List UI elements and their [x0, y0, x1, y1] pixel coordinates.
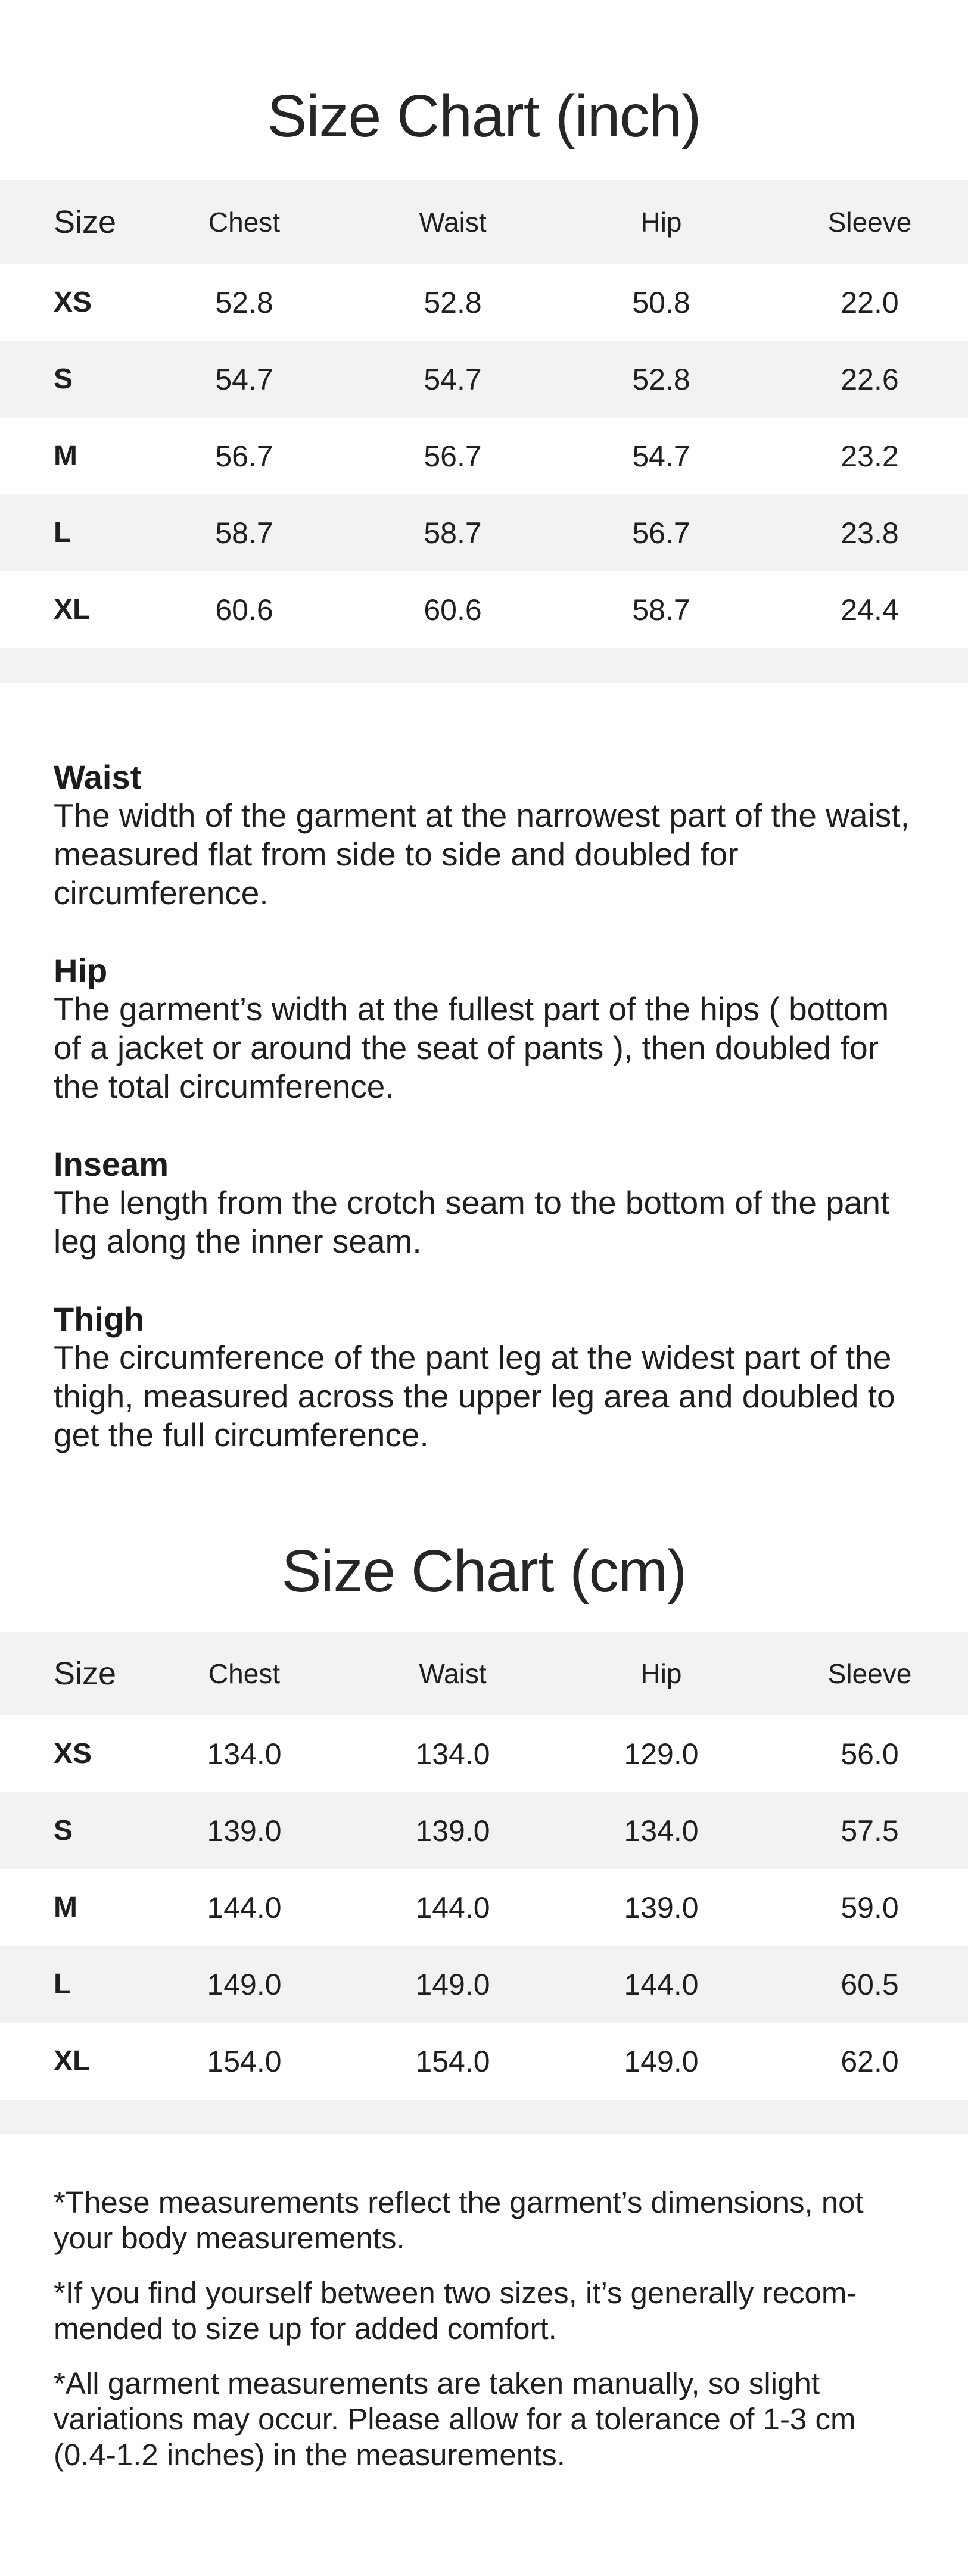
hip-value: 54.7 — [632, 439, 690, 473]
size-label: XS — [54, 286, 92, 318]
hip-value: 129.0 — [624, 1737, 699, 1771]
table-footer-band — [0, 2100, 968, 2134]
size-label: L — [54, 1968, 71, 2000]
size-label: M — [54, 1892, 77, 1923]
chest-value: 54.7 — [215, 362, 273, 396]
size-label: S — [54, 363, 73, 395]
header-sleeve: Sleeve — [827, 207, 912, 238]
inch-chart-title: Size Chart (inch) — [267, 83, 701, 149]
table-row — [0, 571, 968, 648]
note-garment-dimensions: *These measurements reflect the garment’s dimensions, not your body measurements. — [54, 2185, 864, 2255]
sleeve-value: 24.4 — [841, 593, 899, 627]
hip-value: 50.8 — [632, 285, 690, 319]
table-header-row — [0, 1632, 968, 1715]
sleeve-value: 62.0 — [841, 2044, 899, 2078]
table-row — [0, 1792, 968, 1869]
chest-value: 144.0 — [207, 1890, 282, 1924]
hip-value: 139.0 — [624, 1890, 699, 1924]
definition-text: The length from the crotch seam to the bottom of the pant leg along the inner seam. — [54, 1184, 890, 1260]
size-label: M — [54, 440, 77, 472]
header-hip: Hip — [640, 1658, 682, 1689]
definition-term: Waist — [54, 758, 142, 796]
chest-value: 56.7 — [215, 439, 273, 473]
definition-term: Inseam — [54, 1145, 169, 1183]
chest-value: 52.8 — [215, 285, 273, 319]
chest-value: 154.0 — [207, 2044, 282, 2078]
measurement-notes — [54, 2185, 923, 2492]
sleeve-value: 56.0 — [841, 1737, 899, 1771]
waist-value: 54.7 — [424, 362, 482, 396]
hip-value: 58.7 — [632, 593, 690, 627]
table-row — [0, 1869, 968, 1946]
measurement-definitions — [54, 758, 923, 1494]
chest-value: 134.0 — [207, 1737, 282, 1771]
hip-value: 134.0 — [624, 1814, 699, 1848]
sleeve-value: 60.5 — [841, 1967, 899, 2001]
header-waist: Waist — [419, 1658, 487, 1689]
size-label: S — [54, 1815, 73, 1846]
note-tolerance: *All garment measurements are taken manually, so slight variations may occur. Please allow for a tolerance of 1-3 cm (0.4-1.2 inches) in the measurements. — [54, 2366, 856, 2472]
definition-hip — [54, 952, 923, 1106]
definition-text: The garment’s width at the fullest part of the hips ( bottom of a jacket or around the seat of pants ), then doubled for the total circumference. — [54, 990, 889, 1105]
hip-value: 56.7 — [632, 516, 690, 550]
table-header-row — [0, 180, 968, 264]
waist-value: 58.7 — [424, 516, 482, 550]
waist-value: 144.0 — [415, 1890, 490, 1924]
header-sleeve: Sleeve — [827, 1658, 912, 1689]
cm-size-table — [0, 1632, 968, 2134]
definition-text: The circumference of the pant leg at the widest part of the thigh, measured across the upper leg area and doubled to get the full circumference. — [54, 1339, 895, 1453]
header-size: Size — [54, 1656, 117, 1692]
table-row — [0, 494, 968, 571]
table-row — [0, 418, 968, 494]
waist-value: 149.0 — [415, 1967, 490, 2001]
size-label: XL — [54, 594, 91, 625]
chest-value: 139.0 — [207, 1814, 282, 1848]
waist-value: 139.0 — [415, 1814, 490, 1848]
waist-value: 154.0 — [415, 2044, 490, 2078]
header-chest: Chest — [208, 207, 281, 238]
table-row — [0, 1946, 968, 2023]
hip-value: 52.8 — [632, 362, 690, 396]
sleeve-value: 59.0 — [841, 1890, 899, 1924]
size-label: XS — [54, 1738, 92, 1770]
table-row — [0, 341, 968, 418]
sleeve-value: 57.5 — [841, 1814, 899, 1848]
hip-value: 149.0 — [624, 2044, 699, 2078]
table-row — [0, 1715, 968, 1792]
sleeve-value: 23.2 — [841, 439, 899, 473]
header-hip: Hip — [640, 207, 682, 238]
sleeve-value: 22.6 — [841, 362, 899, 396]
header-chest: Chest — [208, 1658, 281, 1689]
header-waist: Waist — [419, 207, 487, 238]
header-size: Size — [54, 204, 117, 240]
table-footer-band — [0, 648, 968, 683]
note-between-sizes: *If you find yourself between two sizes, it’s generally recom-mended to size up for added comfort. — [54, 2276, 857, 2346]
cm-chart-title: Size Chart (cm) — [281, 1538, 687, 1605]
waist-value: 60.6 — [424, 593, 482, 627]
table-row — [0, 264, 968, 341]
definition-term: Hip — [54, 952, 108, 989]
definition-term: Thigh — [54, 1300, 145, 1338]
chest-value: 60.6 — [215, 593, 273, 627]
sleeve-value: 22.0 — [841, 285, 899, 319]
size-label: XL — [54, 2045, 91, 2077]
inch-size-table — [0, 180, 968, 683]
size-label: L — [54, 517, 71, 549]
chest-value: 149.0 — [207, 1967, 282, 2001]
waist-value: 56.7 — [424, 439, 482, 473]
hip-value: 144.0 — [624, 1967, 699, 2001]
sleeve-value: 23.8 — [841, 516, 899, 550]
chest-value: 58.7 — [215, 516, 273, 550]
waist-value: 52.8 — [424, 285, 482, 319]
definition-text: The width of the garment at the narrowest part of the waist, measured flat from side to side and doubled for circumference. — [54, 797, 910, 911]
waist-value: 134.0 — [415, 1737, 490, 1771]
table-row — [0, 2023, 968, 2100]
definition-waist — [54, 758, 923, 912]
definition-thigh — [54, 1300, 923, 1454]
definition-inseam — [54, 1145, 923, 1261]
